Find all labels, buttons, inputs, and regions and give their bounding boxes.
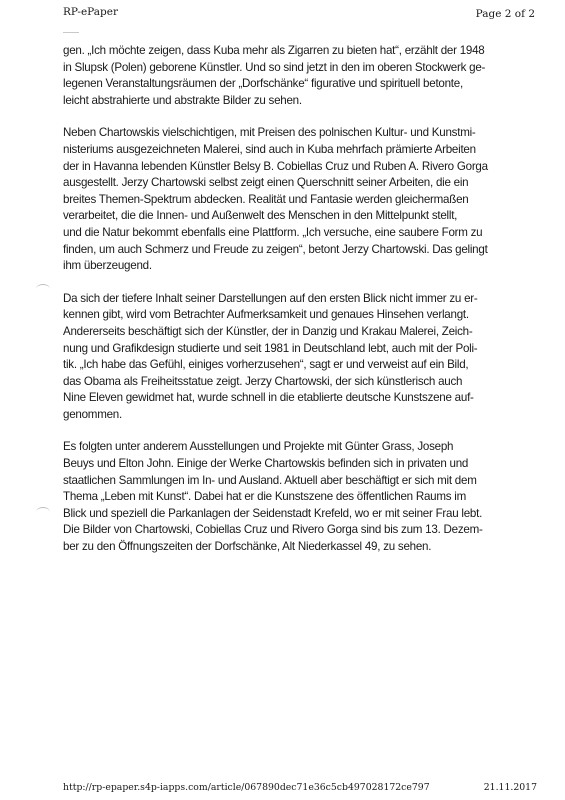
text-line: verarbeitet, die die Innen- und Außenwelt des Menschen in den Mittelpunkt stellt, <box>63 209 458 223</box>
text-line: breites Themen-Spektrum abdecken. Realität und Fantasie werden gleichermaßen <box>63 192 469 206</box>
text-line: Es folgten unter anderem Ausstellungen und Projekte mit Günter Grass, Joseph <box>63 440 454 454</box>
text-line: Da sich der tiefere Inhalt seiner Darstellungen auf den ersten Blick nicht immer zu er- <box>63 291 478 305</box>
text-line: Beuys und Elton John. Einige der Werke Chartowskis befinden sich in privaten und <box>63 457 469 471</box>
article-url: http://rp-epaper.s4p-iapps.com/article/067890dec71e36c5cb497028172ce797 <box>63 782 430 793</box>
text-line: tik. „Ich habe das Gefühl, einiges vorherzusehen“, sagt er und verweist auf ein Bild, <box>63 358 469 372</box>
text-line: leicht abstrahierte und abstrakte Bilder zu sehen. <box>63 93 302 107</box>
text-line: legenen Veranstaltungsräumen der „Dorfschänke“ figurative und spirituell betonte, <box>63 77 463 91</box>
text-line: finden, um auch Schmerz und Freude zu zeigen“, betont Jerzy Chartowski. Das gelingt <box>63 242 488 256</box>
punch-hole-mark <box>36 284 50 294</box>
text-line: Neben Chartowskis vielschichtigen, mit Preisen des polnischen Kultur- und Kunstmi- <box>63 126 476 140</box>
text-line: Die Bilder von Chartowski, Cobiellas Cruz und Rivero Gorga sind bis zum 13. Dezem- <box>63 523 483 537</box>
text-line: ausgestellt. Jerzy Chartowski selbst zeigt einen Querschnitt seiner Arbeiten, die ein <box>63 176 469 190</box>
article-paragraph <box>63 439 533 555</box>
text-line: und die Natur bekommt ebenfalls eine Plattform. „Ich versuche, eine saubere Form zu <box>63 225 483 239</box>
text-line: nung und Grafikdesign studierte und seit 1981 in Deutschland lebt, auch mit der Poli- <box>63 341 478 355</box>
text-line: nisteriums ausgezeichneten Malerei, sind auch in Kuba mehrfach prämierte Arbeiten <box>63 142 476 156</box>
source-label: RP-ePaper <box>63 6 118 18</box>
article-paragraph <box>63 291 533 424</box>
text-line: ihm überzeugend. <box>63 259 152 273</box>
text-line: Blick und speziell die Parkanlagen der Seidenstadt Krefeld, wo er mit seiner Frau lebt. <box>63 506 483 520</box>
article-paragraph <box>63 125 533 274</box>
print-date: 21.11.2017 <box>483 782 537 793</box>
text-line: Andererseits beschäftigt sich der Künstler, der in Danzig und Krakau Malerei, Zeich- <box>63 324 473 338</box>
scan-artifact <box>63 26 79 33</box>
text-line: Thema „Leben mit Kunst“. Dabei hat er die Kunstszene des öffentlichen Raums im <box>63 490 467 504</box>
text-line: genommen. <box>63 407 122 421</box>
text-line: kennen gibt, wird vom Betrachter Aufmerksamkeit und genaues Hinsehen verlangt. <box>63 308 469 322</box>
article-body <box>63 43 533 572</box>
print-footer <box>0 782 565 796</box>
text-line: staatlichen Sammlungen im In- und Ausland. Aktuell aber beschäftigt er sich mit dem <box>63 473 477 487</box>
punch-hole-mark <box>36 507 50 517</box>
text-line: in Slupsk (Polen) geborene Künstler. Und so sind jetzt in den im oberen Stockwerk ge- <box>63 60 486 74</box>
text-line: Nine Eleven gewidmet hat, wurde schnell in die etablierte deutsche Kunstszene auf- <box>63 391 474 405</box>
text-line: gen. „Ich möchte zeigen, dass Kuba mehr als Zigarren zu bieten hat“, erzählt der 1948 <box>63 44 485 57</box>
text-line: das Obama als Freiheitsstatue zeigt. Jerzy Chartowski, der sich künstlerisch auch <box>63 374 463 388</box>
text-line: ber zu den Öffnungszeiten der Dorfschänke, Alt Niederkassel 49, zu sehen. <box>63 540 432 554</box>
article-paragraph <box>63 43 533 109</box>
text-line: der in Havanna lebenden Künstler Belsy B. Cobiellas Cruz und Ruben A. Rivero Gorga <box>63 159 488 173</box>
page-indicator: Page 2 of 2 <box>475 8 535 20</box>
print-header <box>0 6 565 22</box>
